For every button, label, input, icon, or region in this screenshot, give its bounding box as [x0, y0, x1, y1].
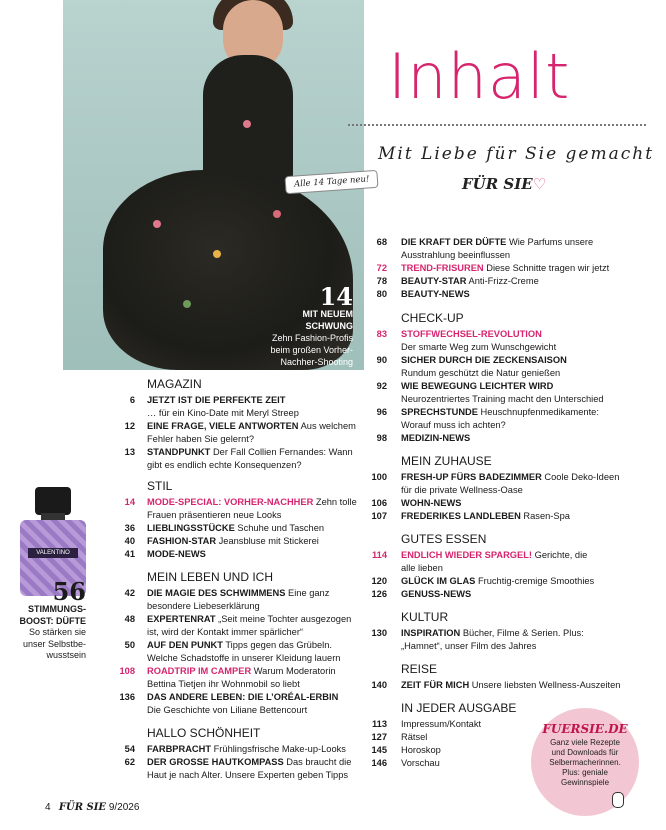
toc-page-number: 80	[376, 289, 387, 299]
toc-entry-description: Der Fall Collien Fernandes: Wann	[210, 447, 353, 457]
toc-entry-text	[401, 575, 594, 588]
toc-entry-text	[147, 665, 336, 678]
speech-bubble: Alle 14 Tage neu!	[284, 170, 379, 194]
toc-entry-text	[147, 407, 299, 420]
footer-magazine: FÜR SIE	[58, 802, 107, 813]
toc-page-number: 13	[124, 447, 135, 457]
toc-entry-headline: DER GROSSE HAUTKOMPASS	[147, 757, 284, 767]
toc-page-number: 92	[376, 381, 387, 391]
toc-page-number: 90	[376, 355, 387, 365]
toc-entry-headline: BEAUTY-STAR	[401, 276, 467, 286]
toc-entry-text	[147, 743, 346, 756]
perfume-caption	[6, 577, 86, 662]
flower-pattern	[243, 120, 251, 128]
toc-entry-description: Der smarte Weg zum Wunschgewicht	[401, 342, 557, 352]
toc-entry-text	[401, 757, 440, 770]
flower-pattern	[183, 300, 191, 308]
toc-entry-headline: DAS ANDERE LEBEN: DIE L’ORÉAL-ERBIN	[147, 692, 339, 702]
toc-page-number: 114	[372, 550, 387, 560]
perfume-caption-line: STIMMUNGS-	[28, 604, 86, 614]
toc-entry-description: Diese Schnitte tragen wir jetzt	[483, 263, 610, 273]
perfume-caption-line: So stärken sie	[28, 627, 86, 637]
toc-page-number: 126	[371, 589, 387, 599]
toc-page-number: 100	[371, 472, 387, 482]
toc-entry-description: Fruchtig-cremige Smoothies	[475, 576, 595, 586]
toc-entry-description: Das braucht die	[283, 757, 352, 767]
toc-entry-headline: EXPERTENRAT	[147, 614, 216, 624]
toc-page-number: 136	[119, 692, 135, 702]
toc-entry-headline: MEDIZIN-NEWS	[401, 433, 471, 443]
toc-entry-description: Rundum geschützt die Natur genießen	[401, 368, 561, 378]
toc-page-number: 96	[376, 407, 387, 417]
toc-entry-description: Bücher, Filme & Serien. Plus:	[460, 628, 584, 638]
toc-entry-text	[401, 627, 584, 640]
flower-pattern	[273, 210, 281, 218]
toc-entry-description: Aus welchem	[298, 421, 356, 431]
toc-entry-text	[147, 522, 324, 535]
toc-entry-text	[147, 446, 353, 459]
toc-entry-text	[147, 600, 260, 613]
toc-entry-text	[147, 548, 206, 561]
toc-entry-text	[147, 639, 332, 652]
toc-entry-text	[147, 613, 351, 626]
toc-entry-headline: JETZT IST DIE PERFEKTE ZEIT	[147, 395, 286, 405]
toc-entry-headline: ENDLICH WIEDER SPARGEL!	[401, 550, 533, 560]
toc-entry-text	[147, 420, 356, 433]
badge-line: Gewinnspiele	[560, 778, 610, 787]
badge-line: Selbermacherinnen.	[549, 758, 621, 767]
toc-entry-description: Horoskop	[401, 745, 441, 755]
toc-entry-text	[401, 419, 506, 432]
toc-entry-headline: SPRECHSTUNDE	[401, 407, 478, 417]
toc-page-number: 130	[371, 628, 387, 638]
section-heading: MAGAZIN	[147, 377, 202, 391]
toc-page-number: 48	[124, 614, 135, 624]
toc-page-number: 14	[124, 497, 135, 507]
toc-page-number: 72	[376, 263, 387, 273]
toc-entry-headline: TREND-FRISUREN	[401, 263, 484, 273]
badge-title: FUERSIE.DE	[542, 722, 628, 736]
toc-entry-description: „Seit meine Tochter ausgezogen	[215, 614, 352, 624]
toc-entry-text	[401, 367, 560, 380]
toc-page-number: 140	[371, 680, 387, 690]
toc-entry-description: Frühlingsfrische Make-up-Looks	[211, 744, 346, 754]
toc-page-number: 54	[124, 744, 135, 754]
section-heading: REISE	[401, 662, 438, 676]
section-heading: HALLO SCHÖNHEIT	[147, 726, 261, 740]
toc-entry-headline: ROADTRIP IM CAMPER	[147, 666, 252, 676]
toc-entry-text	[147, 496, 357, 509]
section-heading: CHECK-UP	[401, 311, 464, 325]
toc-page-number: 107	[371, 511, 387, 521]
heart-icon: ♡	[532, 175, 547, 193]
photo-caption	[213, 282, 353, 368]
footer-page-number: 4	[45, 802, 51, 813]
toc-entry-description: für die private Wellness-Oase	[401, 485, 523, 495]
toc-entry-text	[147, 509, 281, 522]
toc-entry-headline: WIE BEWEGUNG LEICHTER WIRD	[401, 381, 554, 391]
toc-entry-description: Impressum/Kontakt	[401, 719, 482, 729]
toc-entry-description: ist, wird der Kontakt immer spärlicher“	[147, 627, 304, 637]
toc-entry-headline: SICHER DURCH DIE ZECKENSAISON	[401, 355, 567, 365]
toc-entry-text	[401, 262, 609, 275]
toc-entry-text	[401, 744, 441, 757]
toc-page-number: 50	[124, 640, 135, 650]
toc-entry-headline: DIE MAGIE DES SCHWIMMENS	[147, 588, 286, 598]
toc-entry-text	[147, 691, 338, 704]
badge-line: Ganz viele Rezepte	[550, 738, 620, 747]
toc-entry-description: Worauf muss ich achten?	[401, 420, 506, 430]
section-heading: MEIN LEBEN UND ICH	[147, 570, 274, 584]
photo-caption-line: Zehn Fashion-Profis	[271, 333, 353, 343]
toc-page-number: 113	[372, 719, 387, 729]
toc-entry-headline: ZEIT FÜR MICH	[401, 680, 470, 690]
toc-entry-headline: MODE-NEWS	[147, 549, 206, 559]
toc-entry-text	[147, 459, 302, 472]
section-heading: MEIN ZUHAUSE	[401, 454, 492, 468]
toc-entry-headline: FRESH-UP FÜRS BADEZIMMER	[401, 472, 542, 482]
toc-entry-description: Tipps gegen das Grübeln.	[222, 640, 332, 650]
toc-page-number: 83	[376, 329, 387, 339]
toc-entry-description: Jeansbluse mit Stickerei	[216, 536, 319, 546]
toc-entry-headline: LIEBLINGSSTÜCKE	[147, 523, 235, 533]
photo-caption-line: SCHWUNG	[305, 321, 353, 331]
toc-page-number: 41	[124, 549, 135, 559]
perfume-caption-line: BOOST: DÜFTE	[19, 615, 86, 626]
toc-entry-headline: STOFFWECHSEL-REVOLUTION	[401, 329, 542, 339]
toc-entry-description: Gerichte, die	[532, 550, 588, 560]
toc-entry-text	[401, 679, 620, 692]
toc-entry-headline: DIE KRAFT DER DÜFTE	[401, 237, 507, 247]
toc-entry-description: besondere Liebeserklärung	[147, 601, 260, 611]
tagline: Mit Liebe für Sie gemacht	[378, 144, 655, 164]
flower-pattern	[153, 220, 161, 228]
logo-text: FÜR SIE	[462, 175, 533, 193]
toc-entry-text	[401, 510, 570, 523]
toc-entry-text	[401, 562, 443, 575]
toc-entry-text	[401, 640, 536, 653]
toc-entry-headline: STANDPUNKT	[147, 447, 211, 457]
toc-entry-description: gibt es endlich echte Konsequenzen?	[147, 460, 302, 470]
toc-entry-headline: GENUSS-NEWS	[401, 589, 472, 599]
perfume-label: VALENTINO	[28, 548, 78, 558]
toc-entry-text	[401, 471, 619, 484]
footer-issue: 9/2026	[108, 802, 140, 813]
toc-entry-text	[147, 394, 285, 407]
section-heading: IN JEDER AUSGABE	[401, 701, 517, 715]
toc-entry-description: Zehn tolle	[313, 497, 357, 507]
toc-page-number: 42	[124, 588, 135, 598]
perfume-cap	[35, 487, 71, 515]
toc-entry-text	[401, 354, 567, 367]
toc-entry-text	[401, 393, 604, 406]
perfume-caption-page: 56	[52, 577, 86, 606]
toc-page-number: 146	[371, 758, 387, 768]
toc-entry-text	[401, 731, 427, 744]
toc-entry-description: Eine ganz	[285, 588, 330, 598]
mouse-icon	[612, 792, 624, 808]
toc-page-number: 78	[376, 276, 387, 286]
page-title: Inhalt	[388, 40, 571, 113]
toc-page-number: 127	[371, 732, 387, 742]
toc-entry-description: Rasen-Spa	[520, 511, 570, 521]
toc-entry-text	[401, 341, 556, 354]
toc-entry-headline: FARBPRACHT	[147, 744, 212, 754]
toc-entry-description: Anti-Frizz-Creme	[466, 276, 539, 286]
toc-entry-description: … für ein Kino-Date mit Meryl Streep	[147, 408, 299, 418]
toc-entry-headline: EINE FRAGE, VIELE ANTWORTEN	[147, 421, 299, 431]
toc-entry-description: Schuhe und Taschen	[234, 523, 325, 533]
toc-entry-text	[401, 275, 539, 288]
toc-entry-description: Die Geschichte von Liliane Bettencourt	[147, 705, 308, 715]
toc-entry-description: Wie Parfums unsere	[506, 237, 594, 247]
photo-caption-page: 14	[319, 282, 353, 311]
toc-entry-text	[401, 249, 510, 262]
toc-entry-description: Welche Schadstoffe in unserer Kleidung lauern	[147, 653, 341, 663]
toc-entry-headline: FASHION-STAR	[147, 536, 217, 546]
toc-entry-text	[147, 433, 254, 446]
toc-entry-text	[401, 718, 481, 731]
toc-page-number: 106	[371, 498, 387, 508]
dotted-divider	[348, 124, 646, 126]
toc-entry-text	[401, 380, 553, 393]
toc-entry-headline: FREDERIKES LANDLEBEN	[401, 511, 521, 521]
toc-entry-text	[401, 549, 587, 562]
toc-entry-text	[401, 406, 599, 419]
toc-entry-text	[401, 484, 523, 497]
toc-entry-text	[147, 704, 307, 717]
toc-page-number: 98	[376, 433, 387, 443]
section-heading: KULTUR	[401, 610, 449, 624]
toc-entry-text	[401, 588, 471, 601]
toc-page-number: 108	[119, 666, 135, 676]
toc-entry-text	[147, 756, 351, 769]
toc-entry-headline: MODE-SPECIAL: VORHER-NACHHER	[147, 497, 314, 507]
toc-entry-text	[401, 236, 593, 249]
badge-line: und Downloads für	[551, 748, 619, 757]
toc-entry-text	[147, 652, 340, 665]
toc-entry-description: Fehler haben Sie gelernt?	[147, 434, 254, 444]
toc-entry-text	[401, 432, 470, 445]
toc-entry-description: Rätsel	[401, 732, 428, 742]
section-heading: GUTES ESSEN	[401, 532, 487, 546]
perfume-caption-line: wusstsein	[46, 650, 86, 660]
magazine-logo	[462, 175, 546, 193]
toc-entry-description: „Hamnet“, unser Film des Jahres	[401, 641, 537, 651]
badge-text	[539, 738, 631, 788]
toc-entry-headline: BEAUTY-NEWS	[401, 289, 470, 299]
toc-entry-description: Haut je nach Alter. Unsere Experten geben Tipps	[147, 770, 349, 780]
badge-line: Plus: geniale	[562, 768, 608, 777]
toc-entry-text	[147, 535, 319, 548]
toc-entry-description: Unsere liebsten Wellness-Auszeiten	[469, 680, 621, 690]
toc-entry-description: Vorschau	[401, 758, 440, 768]
toc-entry-description: Warum Moderatorin	[251, 666, 336, 676]
toc-entry-description: Frauen präsentieren neue Looks	[147, 510, 282, 520]
toc-entry-headline: AUF DEN PUNKT	[147, 640, 223, 650]
flower-pattern	[213, 250, 221, 258]
toc-entry-description: Ausstrahlung beeinflussen	[401, 250, 511, 260]
toc-page-number: 12	[124, 421, 135, 431]
perfume-caption-line: unser Selbstbe-	[22, 638, 86, 649]
toc-page-number: 6	[129, 395, 135, 405]
toc-entry-text	[147, 626, 303, 639]
photo-caption-line: beim großen Vorher-	[270, 345, 353, 355]
photo-caption-line: MIT NEUEM	[302, 309, 353, 319]
toc-entry-description: Neurozentriertes Training macht den Unterschied	[401, 394, 604, 404]
toc-entry-headline: GLÜCK IM GLAS	[401, 576, 476, 586]
toc-page-number: 36	[124, 523, 135, 533]
toc-entry-text	[401, 328, 542, 341]
toc-entry-text	[147, 587, 329, 600]
toc-entry-description: Heuschnupfenmedikamente:	[477, 407, 599, 417]
section-heading: STIL	[147, 479, 173, 493]
toc-entry-headline: INSPIRATION	[401, 628, 461, 638]
toc-entry-description: Coole Deko-Ideen	[541, 472, 620, 482]
toc-entry-description: Bettina Tietjen ihr Wohnmobil so liebt	[147, 679, 300, 689]
toc-entry-headline: WOHN-NEWS	[401, 498, 462, 508]
toc-entry-text	[401, 497, 461, 510]
toc-page-number: 40	[124, 536, 135, 546]
page-footer	[45, 802, 139, 813]
toc-entry-text	[401, 288, 470, 301]
toc-page-number: 62	[124, 757, 135, 767]
toc-entry-description: alle lieben	[401, 563, 443, 573]
toc-page-number: 68	[376, 237, 387, 247]
toc-page-number: 120	[371, 576, 387, 586]
toc-entry-text	[147, 678, 300, 691]
toc-entry-text	[147, 769, 348, 782]
photo-caption-line: Nachher-Shooting	[280, 357, 353, 367]
toc-page-number: 145	[371, 745, 387, 755]
